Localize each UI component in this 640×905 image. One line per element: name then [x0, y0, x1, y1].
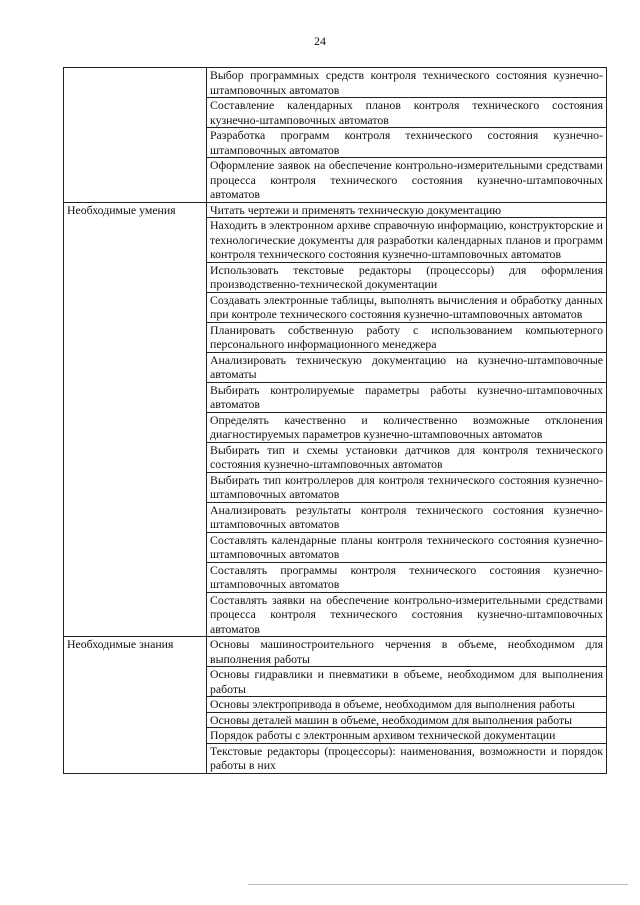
- section-heading-cell: [64, 592, 207, 637]
- section-heading-cell: [64, 322, 207, 352]
- section-heading-cell: [64, 472, 207, 502]
- section-heading-cell: [64, 98, 207, 128]
- requirement-item: Выбирать тип и схемы установки датчиков для контроля технического состояния кузнечно-штамповочных автоматов: [207, 442, 607, 472]
- requirement-item: Выбирать тип контроллеров для контроля технического состояния кузнечно-штамповочных автоматов: [207, 472, 607, 502]
- table-row: [64, 202, 607, 218]
- section-heading-cell: [64, 412, 207, 442]
- requirement-item: Определять качественно и количественно возможные отклонения диагностируемых параметров кузнечно-штамповочных автоматов: [207, 412, 607, 442]
- table-row: [64, 743, 607, 773]
- section-heading-cell: Необходимые знания: [64, 637, 207, 667]
- requirement-item: Основы машиностроительного черчения в объеме, необходимом для выполнения работы: [207, 637, 607, 667]
- requirement-item: Составлять календарные планы контроля технического состояния кузнечно-штамповочных автоматов: [207, 532, 607, 562]
- requirement-item: Анализировать результаты контроля технического состояния кузнечно-штамповочных автоматов: [207, 502, 607, 532]
- table-row: [64, 218, 607, 263]
- section-heading-cell: [64, 218, 207, 263]
- table-row: [64, 158, 607, 203]
- table-row: [64, 352, 607, 382]
- requirement-item: Основы деталей машин в объеме, необходимом для выполнения работы: [207, 712, 607, 728]
- table-row: [64, 412, 607, 442]
- requirement-item: Находить в электронном архиве справочную информацию, конструкторские и технологические документы для разработки календарных планов и программ контроля технического состояния кузнечно-штамповочных автоматов: [207, 218, 607, 263]
- requirement-item: Читать чертежи и применять техническую документацию: [207, 202, 607, 218]
- requirement-item: Порядок работы с электронным архивом технической документации: [207, 728, 607, 744]
- table-row: [64, 637, 607, 667]
- section-heading-cell: [64, 562, 207, 592]
- table-row: [64, 322, 607, 352]
- table-row: [64, 472, 607, 502]
- table-row: [64, 442, 607, 472]
- requirement-item: Разработка программ контроля технического состояния кузнечно-штамповочных автоматов: [207, 128, 607, 158]
- section-heading-cell: [64, 292, 207, 322]
- table-row: [64, 98, 607, 128]
- requirement-item: Анализировать техническую документацию на кузнечно-штамповочные автоматы: [207, 352, 607, 382]
- section-heading-cell: [64, 382, 207, 412]
- section-heading-cell: [64, 262, 207, 292]
- table-row: [64, 697, 607, 713]
- table-row: [64, 728, 607, 744]
- table-row: [64, 592, 607, 637]
- section-heading-cell: [64, 697, 207, 713]
- requirement-item: Текстовые редакторы (процессоры): наименования, возможности и порядок работы в них: [207, 743, 607, 773]
- section-heading-cell: [64, 667, 207, 697]
- section-heading-cell: [64, 442, 207, 472]
- table-row: [64, 532, 607, 562]
- section-heading-cell: [64, 532, 207, 562]
- requirement-item: Основы электропривода в объеме, необходимом для выполнения работы: [207, 697, 607, 713]
- table-row: [64, 292, 607, 322]
- table-row: [64, 667, 607, 697]
- requirement-item: Составлять заявки на обеспечение контрольно-измерительными средствами процесса контроля технического состояния кузнечно-штамповочных автоматов: [207, 592, 607, 637]
- scan-edge-line: [248, 884, 628, 885]
- section-heading-cell: [64, 352, 207, 382]
- section-heading-cell: [64, 743, 207, 773]
- table-row: [64, 712, 607, 728]
- requirement-item: Планировать собственную работу с использованием компьютерного персонального информационного менеджера: [207, 322, 607, 352]
- page-number: 24: [314, 34, 326, 48]
- requirement-item: Использовать текстовые редакторы (процессоры) для оформления производственно-технической документации: [207, 262, 607, 292]
- table-row: [64, 562, 607, 592]
- requirement-item: Составлять программы контроля технического состояния кузнечно-штамповочных автоматов: [207, 562, 607, 592]
- requirement-item: Основы гидравлики и пневматики в объеме, необходимом для выполнения работы: [207, 667, 607, 697]
- section-heading-cell: [64, 728, 207, 744]
- table-row: [64, 128, 607, 158]
- requirement-item: Выбор программных средств контроля технического состояния кузнечно-штамповочных автоматов: [207, 68, 607, 98]
- section-heading-cell: [64, 158, 207, 203]
- table-row: [64, 382, 607, 412]
- table-row: [64, 502, 607, 532]
- section-heading-cell: Необходимые умения: [64, 202, 207, 218]
- requirement-item: Создавать электронные таблицы, выполнять вычисления и обработку данных при контроле технического состояния кузнечно-штамповочных автоматов: [207, 292, 607, 322]
- section-heading-cell: [64, 502, 207, 532]
- requirement-item: Составление календарных планов контроля технического состояния кузнечно-штамповочных автоматов: [207, 98, 607, 128]
- table-row: [64, 262, 607, 292]
- requirement-item: Оформление заявок на обеспечение контрольно-измерительными средствами процесса контроля технического состояния кузнечно-штамповочных автоматов: [207, 158, 607, 203]
- section-heading-cell: [64, 128, 207, 158]
- table-row: [64, 68, 607, 98]
- requirement-item: Выбирать контролируемые параметры работы кузнечно-штамповочных автоматов: [207, 382, 607, 412]
- section-heading-cell: [64, 712, 207, 728]
- section-heading-cell: [64, 68, 207, 98]
- requirements-table: [63, 67, 607, 774]
